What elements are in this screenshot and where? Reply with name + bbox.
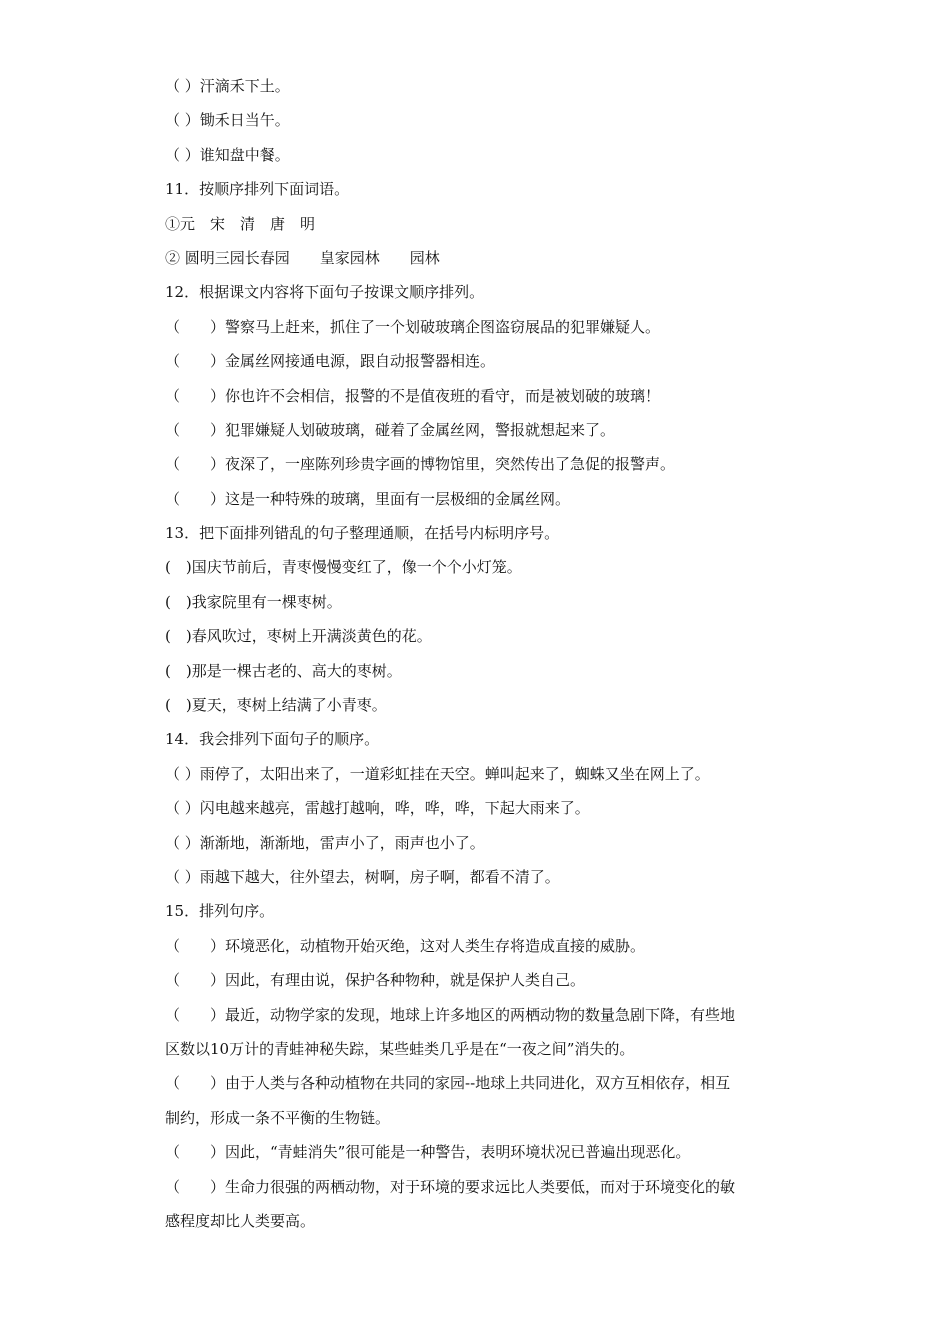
text-line: ② 圆明三园长春园 皇家园林 园林 xyxy=(165,248,440,267)
text-line: ( )我家院里有一棵枣树。 xyxy=(165,592,342,611)
text-line: （ ）因此，“青蛙消失”很可能是一种警告，表明环境状况已普遍出现恶化。 xyxy=(165,1143,691,1162)
text-line: （ ）渐渐地，渐渐地，雷声小了，雨声也小了。 xyxy=(165,833,485,852)
text-line: （ ）金属丝网接通电源，跟自动报警器相连。 xyxy=(165,352,496,371)
text-line: （ ）雨越下越大，往外望去，树啊，房子啊，都看不清了。 xyxy=(165,867,560,886)
text-line: ( )国庆节前后，青枣慢慢变红了，像一个个小灯笼。 xyxy=(165,558,522,577)
text-line: 制约，形成一条不平衡的生物链。 xyxy=(165,1108,391,1127)
text-line: ( )春风吹过，枣树上开满淡黄色的花。 xyxy=(165,627,432,646)
text-line: ①元 宋 清 唐 明 xyxy=(165,214,316,233)
text-line: ( )那是一棵古老的、高大的枣树。 xyxy=(165,661,402,680)
text-line: （ ）最近，动物学家的发现，地球上许多地区的两栖动物的数量急剧下降，有些地 xyxy=(165,1005,736,1024)
text-line: （ ）犯罪嫌疑人划破玻璃，碰着了金属丝网，警报就想起来了。 xyxy=(165,420,616,439)
text-line: （ ）闪电越来越亮，雷越打越响，哗，哗，哗，下起大雨来了。 xyxy=(165,799,590,818)
text-line: （ ）因此，有理由说，保护各种物种，就是保护人类自己。 xyxy=(165,971,586,990)
question-heading: 14．我会排列下面句子的顺序。 xyxy=(165,730,380,749)
text-line: 感程度却比人类要高。 xyxy=(165,1211,316,1230)
text-line: （ ）汗滴禾下土。 xyxy=(165,77,290,95)
text-line: （ ）谁知盘中餐。 xyxy=(165,145,290,164)
text-line: （ ）这是一种特殊的玻璃，里面有一层极细的金属丝网。 xyxy=(165,489,571,508)
text-line: ( )夏天，枣树上结满了小青枣。 xyxy=(165,696,387,715)
question-heading: 15．排列句序。 xyxy=(165,902,275,921)
text-line: （ ）锄禾日当午。 xyxy=(165,111,290,130)
text-line: （ ）环境恶化，动植物开始灭绝，这对人类生存将造成直接的威胁。 xyxy=(165,936,646,955)
text-line: （ ）警察马上赶来，抓住了一个划破玻璃企图盗窃展品的犯罪嫌疑人。 xyxy=(165,317,661,336)
document-page xyxy=(165,76,805,1245)
question-heading: 11．按顺序排列下面词语。 xyxy=(165,180,350,199)
text-line: （ ）夜深了，一座陈列珍贵字画的博物馆里，突然传出了急促的报警声。 xyxy=(165,455,676,474)
text-line: （ ）雨停了，太阳出来了，一道彩虹挂在天空。蝉叫起来了，蜘蛛又坐在网上了。 xyxy=(165,764,710,783)
text-line: （ ）由于人类与各种动植物在共同的家园--地球上共同进化，双方互相依存，相互 xyxy=(165,1074,731,1093)
text-line: （ ）生命力很强的两栖动物，对于环境的要求远比人类要低，而对于环境变化的敏 xyxy=(165,1177,736,1196)
text-line: （ ）你也许不会相信，报警的不是值夜班的看守，而是被划破的玻璃！ xyxy=(165,386,661,405)
text-line: 区数以10万计的青蛙神秘失踪，某些蛙类几乎是在“一夜之间”消失的。 xyxy=(165,1039,635,1058)
question-heading: 13．把下面排列错乱的句子整理通顺，在括号内标明序号。 xyxy=(165,524,560,543)
question-heading: 12．根据课文内容将下面句子按课文顺序排列。 xyxy=(165,283,485,302)
